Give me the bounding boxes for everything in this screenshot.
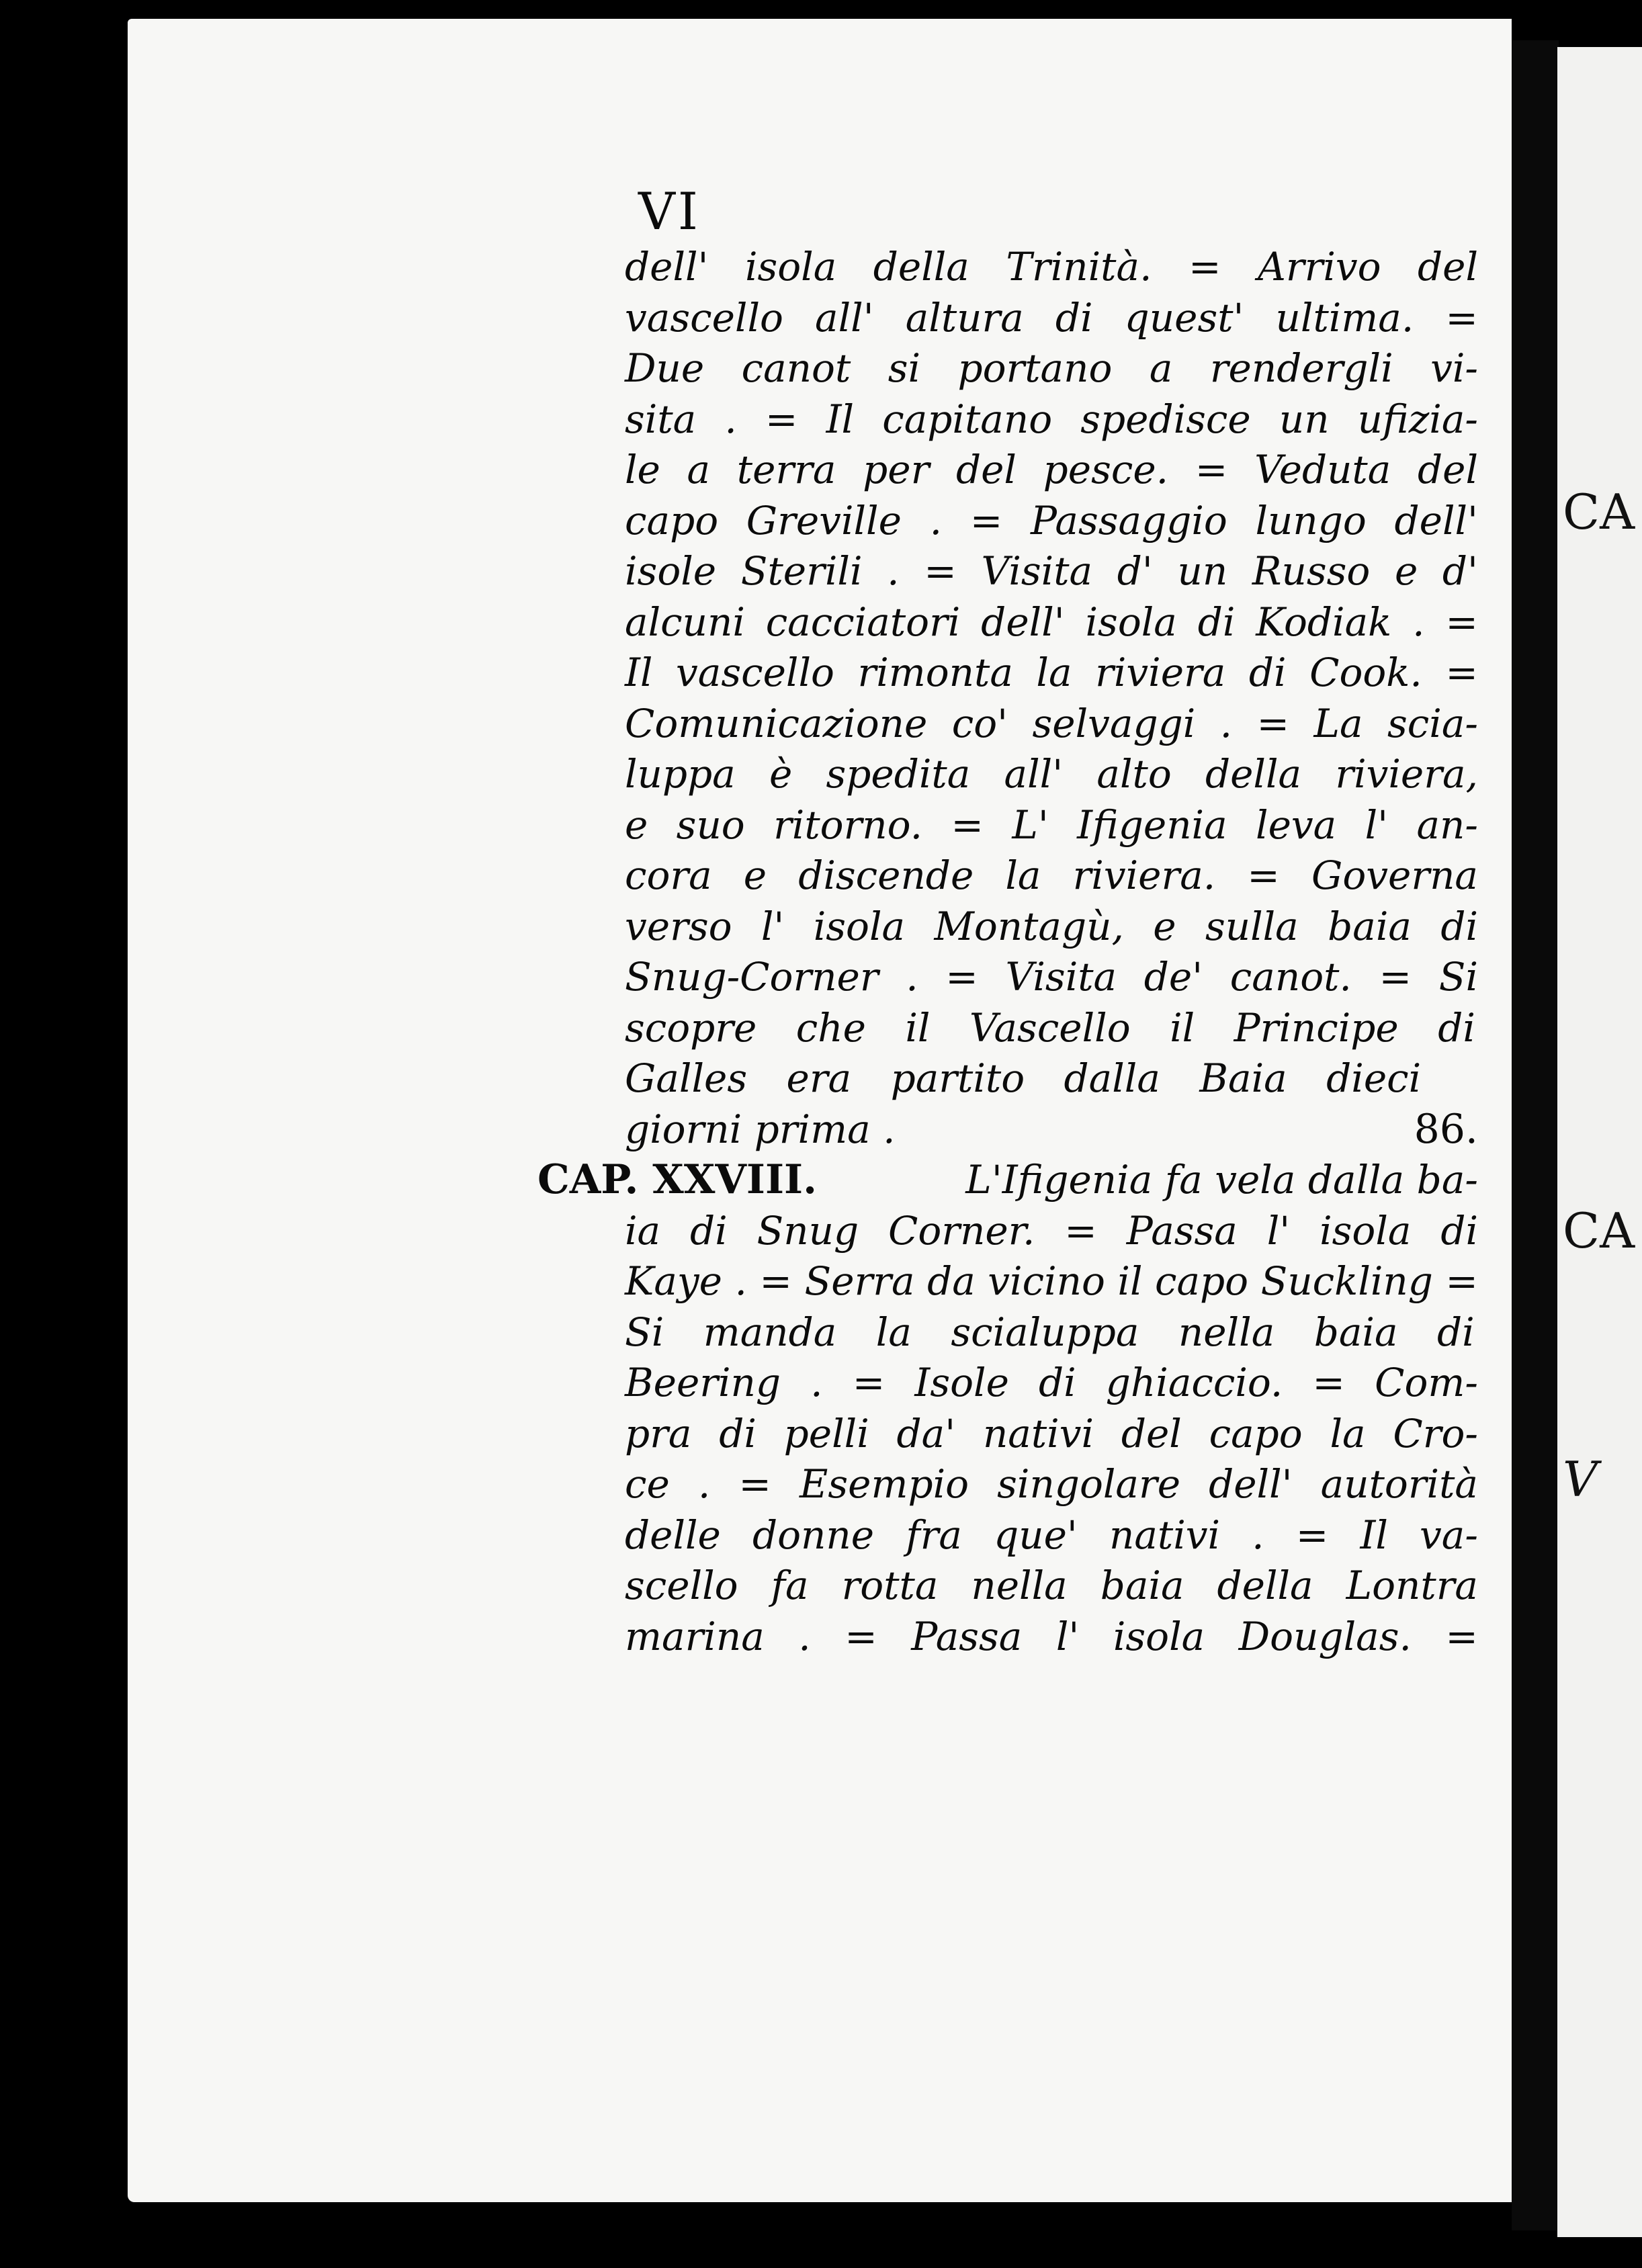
page-reference: 86. (1414, 1105, 1478, 1153)
text-segment: scopre che il Vascello il Principe di (625, 1004, 1475, 1051)
text-line (537, 1206, 1478, 1257)
text-segment: Due canot si portano a rendergli vi- (625, 345, 1478, 391)
text-line (537, 1358, 1478, 1409)
facing-page-edge (1557, 47, 1642, 2237)
chapter-lines (537, 1206, 1478, 1663)
text-line (537, 1612, 1478, 1663)
text-line (537, 1256, 1478, 1307)
text-line (537, 546, 1478, 597)
text-segment: pra di pelli da' nativi del capo la Cro- (625, 1410, 1478, 1456)
text-segment: luppa è spedita all' alto della riviera, (625, 751, 1478, 797)
text-segment: Si manda la scialuppa nella baia di (625, 1309, 1475, 1355)
facing-page-fragment: CA (1563, 484, 1635, 540)
text-segment: cora e discende la riviera. = Governa (625, 853, 1478, 898)
chapter-heading-line (537, 1155, 1478, 1206)
text-line-last (537, 1104, 1478, 1155)
text-segment: marina . = Passa l' isola Douglas. = (625, 1613, 1478, 1659)
folio-number: VI (638, 181, 701, 241)
text-segment: Il vascello rimonta la riviera di Cook. = (625, 650, 1478, 695)
text-segment: vascello all' altura di quest' ultima. = (625, 294, 1478, 341)
body-lines (537, 242, 1478, 1104)
text-segment: sita . = Il capitano spedisce un ufizia- (625, 396, 1478, 442)
text-segment: Galles era partito dalla Baia dieci (625, 1055, 1422, 1101)
text-segment: giorni prima . (625, 1106, 896, 1152)
text-line (537, 293, 1478, 344)
chapter-summary-start: L'Ifigenia fa vela dalla ba- (965, 1157, 1478, 1203)
text-line (537, 1053, 1478, 1104)
text-segment: le a terra per del pesce. = Veduta del (625, 447, 1478, 492)
text-line (537, 699, 1478, 750)
text-line (537, 1510, 1478, 1561)
text-segment: verso l' isola Montagù, e sulla baia di (625, 903, 1478, 949)
text-segment: Comunicazione co' selvaggi . = La scia- (625, 700, 1478, 746)
text-line (537, 445, 1478, 496)
text-segment: delle donne fra que' nativi . = Il va- (625, 1512, 1478, 1558)
text-line (537, 1003, 1478, 1054)
chapter-label: CAP. XXVIII. (537, 1156, 818, 1203)
text-line (537, 1561, 1478, 1612)
text-line (537, 242, 1478, 293)
text-segment: isole Sterili . = Visita d' un Russo e d' (625, 548, 1478, 594)
text-line (537, 952, 1478, 1003)
text-segment: alcuni cacciatori dell' isola di Kodiak . = (625, 599, 1478, 645)
text-line (537, 1307, 1478, 1358)
text-segment: Beering . = Isole di ghiaccio. = Com- (625, 1360, 1478, 1405)
text-line (537, 648, 1478, 699)
text-line (537, 902, 1478, 953)
page-gutter (1512, 40, 1559, 2230)
text-line (537, 850, 1478, 902)
text-line (537, 343, 1478, 394)
text-segment: Kaye . = Serra da vicino il capo Suckling = (625, 1258, 1478, 1304)
text-line (537, 394, 1478, 445)
facing-page-fragment: CA (1563, 1203, 1635, 1259)
text-line (537, 496, 1478, 547)
text-segment: e suo ritorno. = L' Ifigenia leva l' an- (625, 801, 1478, 848)
text-segment: scello fa rotta nella baia della Lontra (625, 1563, 1478, 1608)
text-segment: dell' isola della Trinità. = Arrivo del (625, 244, 1478, 290)
text-line (537, 1459, 1478, 1510)
text-segment: Snug-Corner . = Visita de' canot. = Si (625, 954, 1478, 1000)
text-segment: ce . = Esempio singolare dell' autorità (625, 1461, 1478, 1507)
facing-page-fragment: V (1563, 1451, 1598, 1508)
text-line (537, 597, 1478, 648)
text-segment: ia di Snug Corner. = Passa l' isola di (625, 1207, 1478, 1254)
text-line (537, 800, 1478, 851)
page-text (537, 181, 1478, 1662)
text-line (537, 1409, 1478, 1460)
text-line (537, 749, 1478, 800)
text-segment: capo Greville . = Passaggio lungo dell' (625, 497, 1478, 543)
